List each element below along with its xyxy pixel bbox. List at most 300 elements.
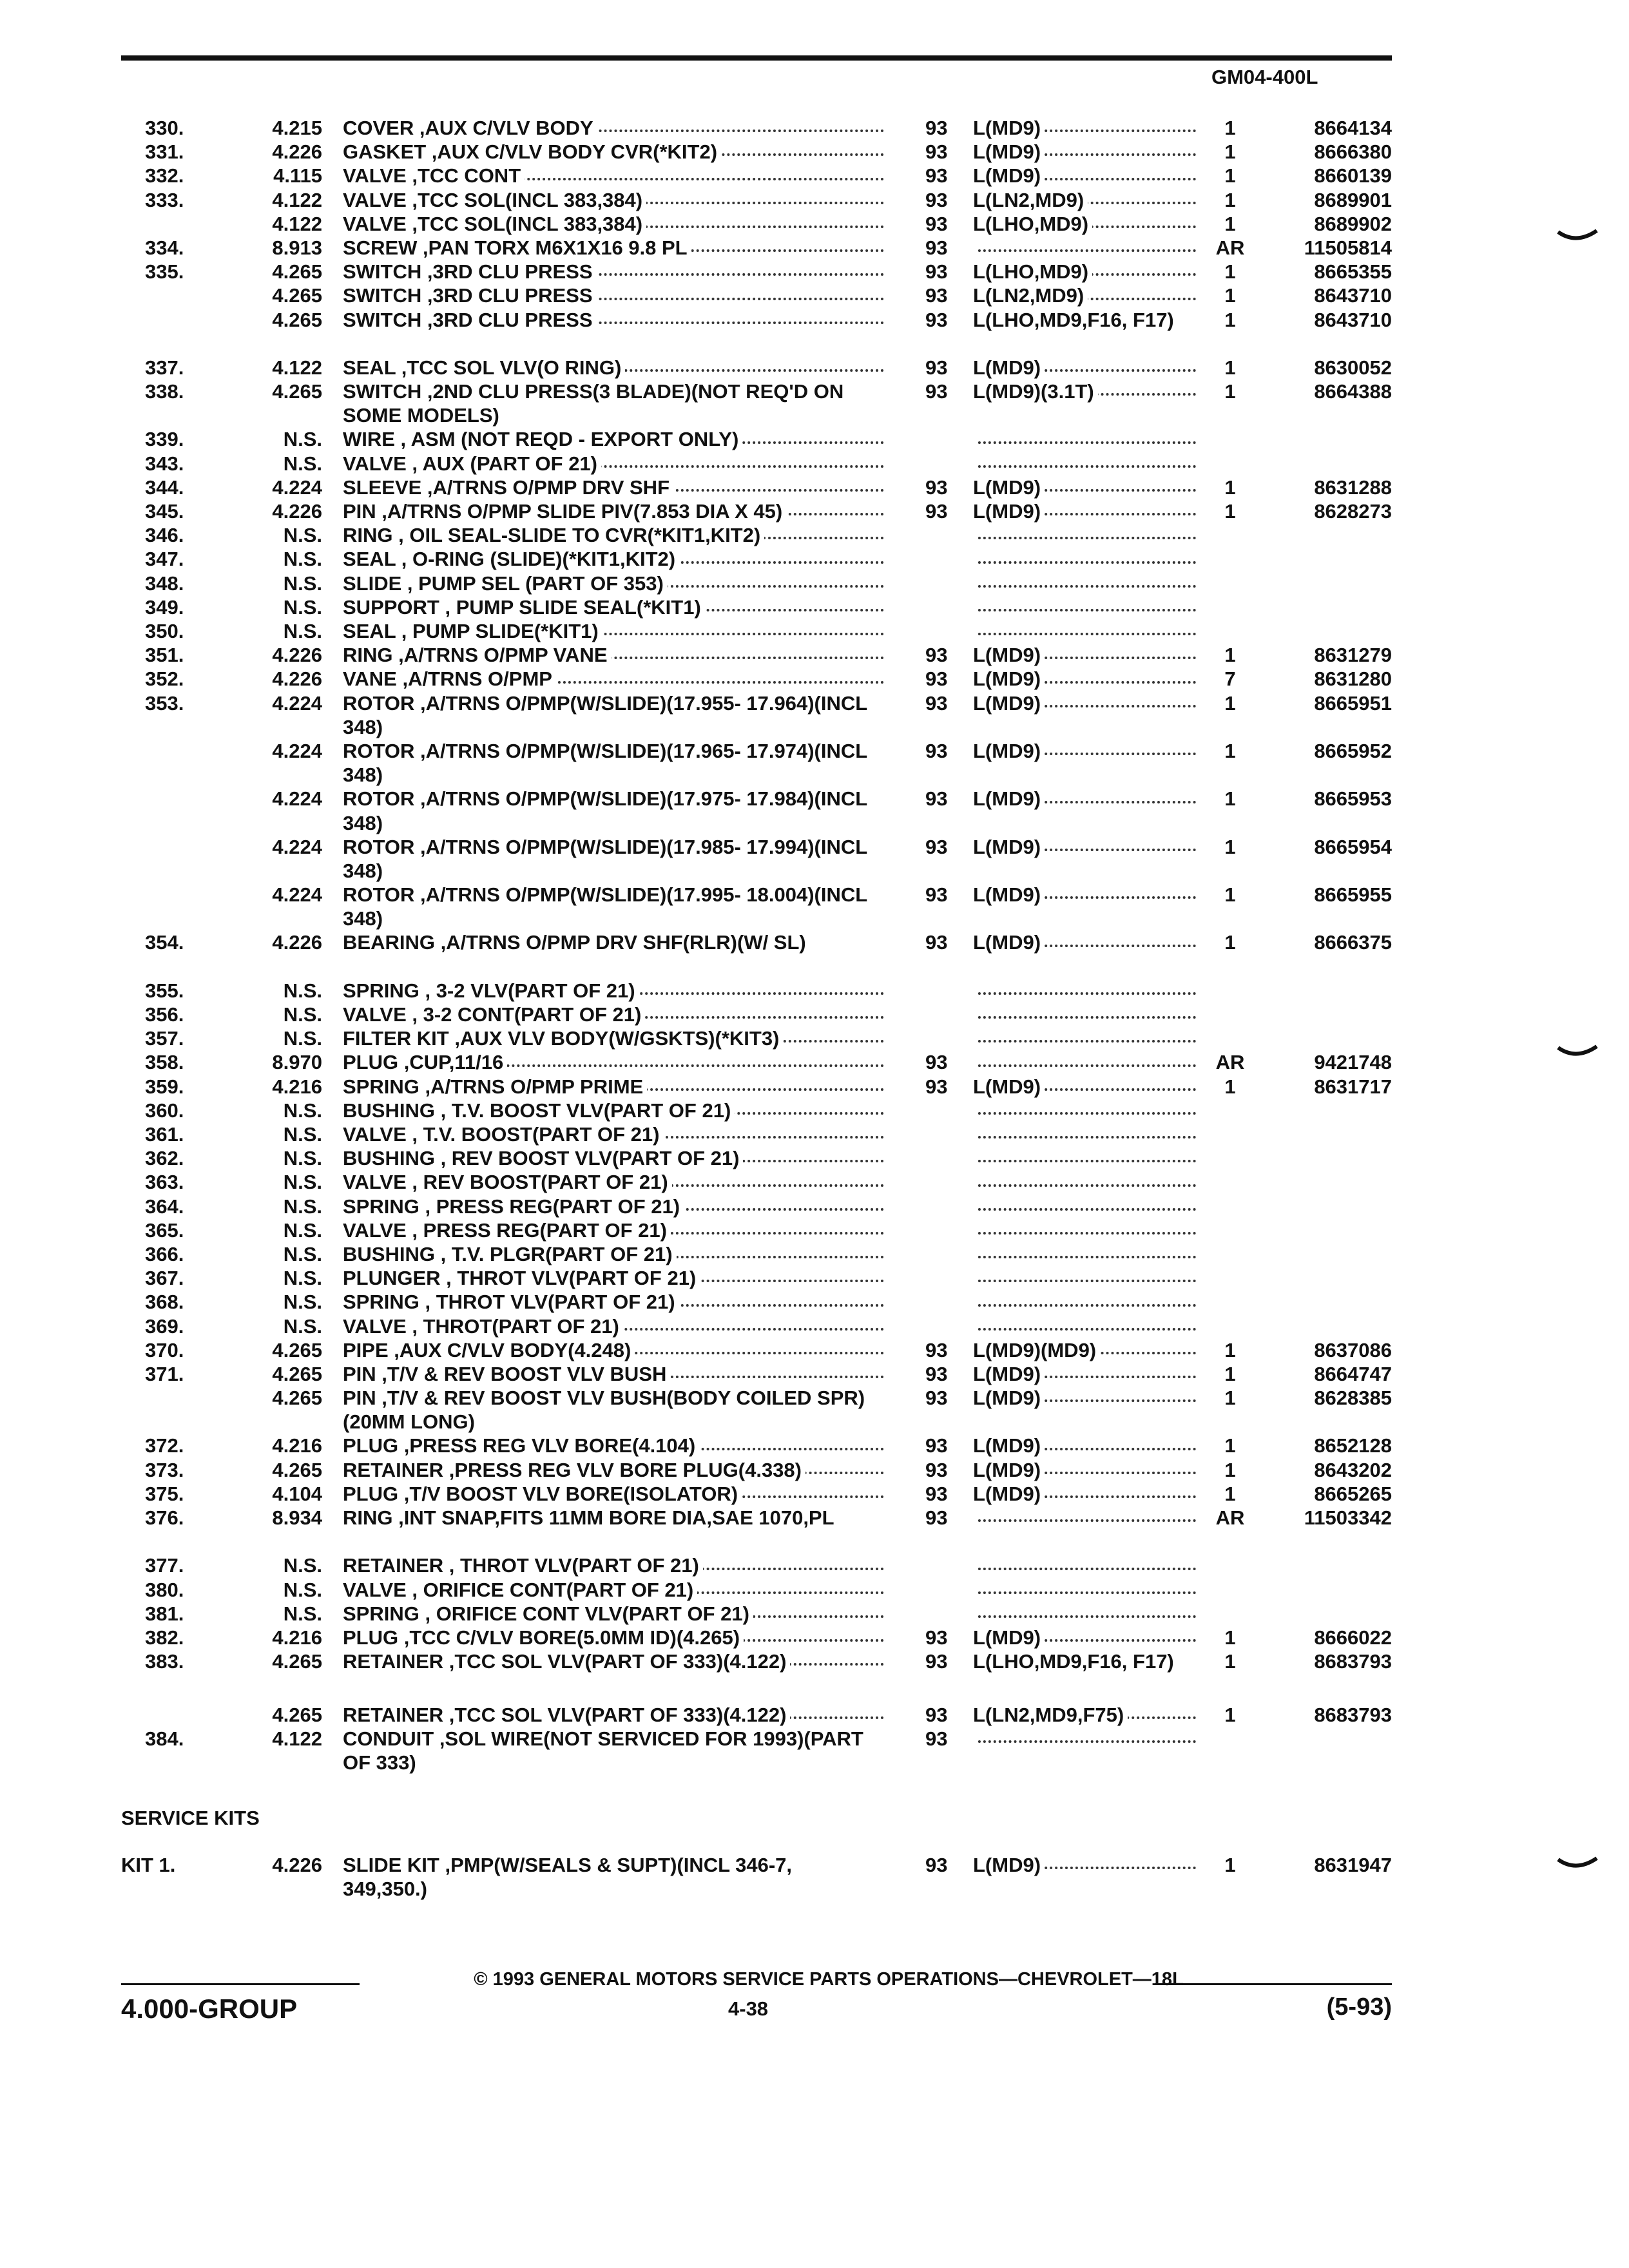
usage-text bbox=[973, 1554, 977, 1577]
table-row bbox=[0, 1242, 1629, 1266]
usage-text: L(LN2,MD9) bbox=[973, 284, 1088, 307]
ref-number: 338. bbox=[145, 380, 184, 403]
usage-text bbox=[973, 1267, 977, 1289]
table-row bbox=[0, 1386, 1629, 1434]
part-number: 8664747 bbox=[1314, 1362, 1392, 1385]
group-number: N.S. bbox=[283, 1099, 322, 1122]
description bbox=[343, 116, 884, 140]
ref-number: 334. bbox=[145, 236, 184, 259]
description-text: PLUNGER , THROT VLV(PART OF 21) bbox=[343, 1267, 700, 1289]
ref-number: 355. bbox=[145, 979, 184, 1002]
description-text: SEAL ,TCC SOL VLV(O RING) bbox=[343, 356, 625, 379]
group-number: 4.215 bbox=[272, 117, 322, 139]
model-year: 93 bbox=[925, 1626, 948, 1649]
catalog-code: GM04-400L bbox=[1211, 66, 1318, 88]
description bbox=[343, 595, 884, 619]
group-number: 8.934 bbox=[272, 1506, 322, 1530]
description-text: VALVE , THROT(PART OF 21) bbox=[343, 1315, 623, 1338]
description-text: SLEEVE ,A/TRNS O/PMP DRV SHF bbox=[343, 476, 673, 499]
group-number: 4.265 bbox=[272, 1703, 322, 1726]
margin-check-mark bbox=[1557, 1856, 1598, 1871]
group-number: N.S. bbox=[283, 1027, 322, 1050]
description bbox=[343, 1122, 884, 1146]
description-text: RING ,INT SNAP,FITS 11MM BORE DIA,SAE 1070,PL bbox=[343, 1506, 838, 1529]
group-number: N.S. bbox=[283, 595, 322, 619]
ref-number: 369. bbox=[145, 1314, 184, 1338]
usage-text bbox=[973, 1195, 977, 1218]
usage bbox=[973, 1506, 1200, 1530]
part-number: 8643202 bbox=[1314, 1458, 1392, 1481]
group-number: 4.226 bbox=[272, 1854, 322, 1876]
ref-number: 337. bbox=[145, 356, 184, 379]
ref-number: 357. bbox=[145, 1027, 184, 1050]
description bbox=[343, 284, 884, 307]
group-number: N.S. bbox=[283, 1123, 322, 1146]
description-text: SPRING , ORIFICE CONT VLV(PART OF 21) bbox=[343, 1602, 753, 1625]
description bbox=[343, 1362, 884, 1386]
quantity: 1 bbox=[1224, 931, 1236, 954]
usage bbox=[973, 499, 1200, 523]
usage bbox=[973, 835, 1200, 859]
footer-copyright: © 1993 GENERAL MOTORS SERVICE PARTS OPERATIONS—CHEVROLET—18L bbox=[474, 1969, 1184, 1990]
group-number: N.S. bbox=[283, 1218, 322, 1242]
usage bbox=[973, 787, 1200, 811]
ref-number: 376. bbox=[145, 1506, 184, 1530]
usage bbox=[973, 476, 1200, 499]
table-row bbox=[0, 787, 1629, 834]
usage bbox=[973, 1434, 1200, 1457]
part-number: 8666375 bbox=[1314, 931, 1392, 954]
ref-number: 364. bbox=[145, 1195, 184, 1218]
part-number: 8683793 bbox=[1314, 1703, 1392, 1726]
usage bbox=[973, 667, 1200, 691]
description bbox=[343, 1314, 884, 1338]
usage bbox=[973, 1290, 1200, 1314]
description-text: SCREW ,PAN TORX M6X1X16 9.8 PL bbox=[343, 236, 691, 259]
group-number: 4.224 bbox=[272, 787, 322, 811]
usage bbox=[973, 523, 1200, 547]
usage bbox=[973, 1386, 1200, 1410]
usage bbox=[973, 691, 1200, 715]
description-text: SPRING , 3-2 VLV(PART OF 21) bbox=[343, 979, 639, 1002]
ref-number: 371. bbox=[145, 1362, 184, 1385]
usage bbox=[973, 1003, 1200, 1026]
description bbox=[343, 1050, 884, 1074]
ref-number: 343. bbox=[145, 452, 184, 475]
group-number: N.S. bbox=[283, 1195, 322, 1218]
description bbox=[343, 1170, 884, 1194]
description bbox=[343, 452, 884, 476]
part-number: 8666380 bbox=[1314, 140, 1392, 164]
usage-text: L(LN2,MD9) bbox=[973, 189, 1088, 211]
usage bbox=[973, 1218, 1200, 1242]
quantity: 1 bbox=[1224, 260, 1236, 284]
description bbox=[343, 1482, 884, 1506]
description bbox=[343, 1266, 884, 1290]
table-row bbox=[0, 1026, 1629, 1050]
model-year: 93 bbox=[925, 284, 948, 307]
description-text: SWITCH ,3RD CLU PRESS bbox=[343, 284, 597, 307]
description bbox=[343, 1290, 884, 1314]
table-row bbox=[0, 1218, 1629, 1242]
table-row bbox=[0, 308, 1629, 356]
usage-text bbox=[973, 428, 977, 450]
table-row bbox=[0, 1578, 1629, 1602]
part-number: 8664134 bbox=[1314, 117, 1392, 139]
table-row bbox=[0, 260, 1629, 284]
description-text: PIN ,A/TRNS O/PMP SLIDE PIV(7.853 DIA X 45) bbox=[343, 500, 786, 523]
usage bbox=[973, 356, 1200, 380]
ref-number: 353. bbox=[145, 691, 184, 715]
description bbox=[343, 883, 884, 930]
group-number: N.S. bbox=[283, 452, 322, 475]
table-row bbox=[0, 1003, 1629, 1026]
table-row bbox=[0, 380, 1629, 427]
group-number: N.S. bbox=[283, 1147, 322, 1170]
description bbox=[343, 1506, 884, 1530]
table-row bbox=[0, 1434, 1629, 1457]
description bbox=[343, 1703, 884, 1727]
quantity: 1 bbox=[1224, 691, 1236, 715]
group-number: 4.122 bbox=[272, 1727, 322, 1750]
usage bbox=[973, 1626, 1200, 1649]
ref-number: 381. bbox=[145, 1602, 184, 1625]
group-number: 8.913 bbox=[272, 236, 322, 259]
usage-text bbox=[973, 1291, 977, 1313]
part-number: 9421748 bbox=[1314, 1051, 1392, 1074]
description bbox=[343, 1195, 884, 1218]
usage bbox=[973, 1026, 1200, 1050]
description-text: PIPE ,AUX C/VLV BODY(4.248) bbox=[343, 1339, 635, 1361]
part-number: 11503342 bbox=[1304, 1506, 1392, 1530]
parts-list bbox=[0, 116, 1629, 1774]
model-year: 93 bbox=[925, 380, 948, 403]
description-text: RING ,A/TRNS O/PMP VANE bbox=[343, 644, 612, 666]
ref-number: 380. bbox=[145, 1578, 184, 1601]
table-row bbox=[0, 1099, 1629, 1122]
part-number: 8631279 bbox=[1314, 644, 1392, 667]
quantity: 1 bbox=[1224, 1458, 1236, 1481]
description-text: VALVE ,TCC SOL(INCL 383,384) bbox=[343, 189, 646, 211]
model-year: 93 bbox=[925, 1338, 948, 1361]
group-number: 4.226 bbox=[272, 140, 322, 164]
group-number: 4.104 bbox=[272, 1482, 322, 1505]
model-year: 93 bbox=[925, 1075, 948, 1098]
usage-text bbox=[973, 524, 977, 546]
group-number: 4.224 bbox=[272, 739, 322, 762]
usage bbox=[973, 1703, 1200, 1727]
usage-text: L(MD9) bbox=[973, 787, 1045, 810]
description bbox=[343, 930, 884, 954]
usage bbox=[973, 452, 1200, 476]
usage bbox=[973, 1122, 1200, 1146]
quantity: 1 bbox=[1224, 1626, 1236, 1649]
quantity: 1 bbox=[1224, 1362, 1236, 1385]
ref-number: 331. bbox=[145, 140, 184, 164]
description bbox=[343, 1218, 884, 1242]
footer-rule-left bbox=[121, 1983, 360, 1985]
table-row bbox=[0, 1050, 1629, 1074]
ref-number: 359. bbox=[145, 1075, 184, 1098]
description bbox=[343, 1626, 884, 1649]
group-number: N.S. bbox=[283, 619, 322, 642]
table-row bbox=[0, 1602, 1629, 1626]
description bbox=[343, 1338, 884, 1362]
part-number: 8652128 bbox=[1314, 1434, 1392, 1457]
group-number: 4.226 bbox=[272, 644, 322, 667]
footer-group: 4.000-GROUP bbox=[121, 1994, 298, 2024]
description bbox=[343, 380, 884, 427]
description-text: VALVE , REV BOOST(PART OF 21) bbox=[343, 1171, 672, 1193]
usage bbox=[973, 308, 1200, 332]
table-row bbox=[0, 1553, 1629, 1577]
usage bbox=[973, 188, 1200, 212]
description-text: VALVE ,TCC CONT bbox=[343, 164, 525, 187]
table-row bbox=[0, 1338, 1629, 1362]
description-text: PLUG ,PRESS REG VLV BORE(4.104) bbox=[343, 1434, 699, 1457]
usage-text: L(LHO,MD9) bbox=[973, 260, 1092, 283]
usage bbox=[973, 260, 1200, 284]
table-row bbox=[0, 547, 1629, 571]
table-row bbox=[0, 1727, 1629, 1774]
quantity: 1 bbox=[1224, 1338, 1236, 1361]
usage-text bbox=[973, 1003, 977, 1026]
description bbox=[343, 1003, 884, 1026]
kit-label: KIT 1. bbox=[121, 1854, 176, 1876]
quantity: 1 bbox=[1224, 1703, 1236, 1726]
part-number: 8631947 bbox=[1314, 1854, 1392, 1876]
usage bbox=[973, 1649, 1200, 1673]
description-text: ROTOR ,A/TRNS O/PMP(W/SLIDE)(17.965- 17.974)(INCL 348) bbox=[343, 739, 868, 787]
part-number: 8689902 bbox=[1314, 212, 1392, 235]
ref-number: 344. bbox=[145, 476, 184, 499]
description bbox=[343, 140, 884, 164]
description bbox=[343, 835, 884, 883]
ref-number: 352. bbox=[145, 668, 184, 691]
description bbox=[343, 1578, 884, 1602]
model-year: 93 bbox=[925, 931, 948, 954]
group-number: 8.970 bbox=[272, 1051, 322, 1074]
description bbox=[343, 979, 884, 1003]
group-number: N.S. bbox=[283, 1291, 322, 1314]
usage-text: L(MD9) bbox=[973, 1854, 1045, 1876]
table-row bbox=[0, 476, 1629, 499]
group-number: 4.224 bbox=[272, 691, 322, 715]
group-number: N.S. bbox=[283, 1578, 322, 1601]
usage bbox=[973, 1727, 1200, 1751]
group-number: 4.216 bbox=[272, 1626, 322, 1649]
quantity: 1 bbox=[1224, 188, 1236, 211]
ref-number: 354. bbox=[145, 931, 184, 954]
part-number: 8666022 bbox=[1314, 1626, 1392, 1649]
model-year: 93 bbox=[925, 212, 948, 235]
table-row bbox=[0, 1703, 1629, 1727]
usage-text: L(MD9) bbox=[973, 1459, 1045, 1481]
quantity: 1 bbox=[1224, 787, 1236, 811]
ref-number: 368. bbox=[145, 1291, 184, 1314]
usage bbox=[973, 595, 1200, 619]
ref-number: 384. bbox=[145, 1727, 184, 1750]
description bbox=[343, 1458, 884, 1482]
ref-number: 349. bbox=[145, 595, 184, 619]
description-text: VANE ,A/TRNS O/PMP bbox=[343, 668, 556, 690]
quantity: 1 bbox=[1224, 835, 1236, 858]
model-year: 93 bbox=[925, 691, 948, 715]
description bbox=[343, 643, 884, 667]
model-year: 93 bbox=[925, 1362, 948, 1385]
usage bbox=[973, 1266, 1200, 1290]
model-year: 93 bbox=[925, 1703, 948, 1726]
description-text: PIN ,T/V & REV BOOST VLV BUSH(BODY COILED SPR)(20MM LONG) bbox=[343, 1387, 865, 1434]
model-year: 93 bbox=[925, 476, 948, 499]
description-text: VALVE , 3-2 CONT(PART OF 21) bbox=[343, 1003, 645, 1026]
table-row bbox=[0, 667, 1629, 691]
group-number: N.S. bbox=[283, 979, 322, 1002]
model-year: 93 bbox=[925, 668, 948, 691]
usage-text bbox=[973, 1243, 977, 1265]
usage-text: L(MD9) bbox=[973, 164, 1045, 187]
usage-text bbox=[973, 236, 977, 259]
description-text: SPRING , PRESS REG(PART OF 21) bbox=[343, 1195, 684, 1218]
group-number: 4.224 bbox=[272, 835, 322, 858]
ref-number: 356. bbox=[145, 1003, 184, 1026]
group-number: 4.226 bbox=[272, 668, 322, 691]
quantity: 1 bbox=[1224, 500, 1236, 523]
table-row bbox=[0, 452, 1629, 476]
ref-number: 350. bbox=[145, 619, 184, 642]
description-text: BEARING ,A/TRNS O/PMP DRV SHF(RLR)(W/ SL) bbox=[343, 931, 810, 954]
quantity: 1 bbox=[1224, 1650, 1236, 1673]
group-number: N.S. bbox=[283, 1554, 322, 1577]
table-row bbox=[0, 572, 1629, 595]
usage bbox=[973, 1578, 1200, 1602]
usage bbox=[973, 1242, 1200, 1266]
description bbox=[343, 1602, 884, 1626]
part-number: 8665954 bbox=[1314, 835, 1392, 858]
group-number: 4.265 bbox=[272, 308, 322, 331]
group-number: 4.226 bbox=[272, 931, 322, 954]
table-row bbox=[0, 1649, 1629, 1697]
description-text: PIN ,T/V & REV BOOST VLV BUSH bbox=[343, 1363, 670, 1385]
margin-check-mark bbox=[1557, 228, 1598, 244]
usage-text: L(LHO,MD9) bbox=[973, 213, 1092, 235]
ref-number: 348. bbox=[145, 572, 184, 595]
description bbox=[343, 1099, 884, 1122]
ref-number: 335. bbox=[145, 260, 184, 284]
usage bbox=[973, 643, 1200, 667]
group-number: 4.122 bbox=[272, 356, 322, 379]
part-number: 8631717 bbox=[1314, 1075, 1392, 1098]
usage-text bbox=[973, 1602, 977, 1625]
description bbox=[343, 1553, 884, 1577]
usage bbox=[973, 1099, 1200, 1122]
usage bbox=[973, 1458, 1200, 1482]
footer-date: (5-93) bbox=[1326, 1994, 1392, 2021]
description-text: VALVE , AUX (PART OF 21) bbox=[343, 452, 601, 475]
description-text: GASKET ,AUX C/VLV BODY CVR(*KIT2) bbox=[343, 140, 721, 163]
usage-text: L(MD9) bbox=[973, 644, 1045, 666]
description-text: SLIDE KIT ,PMP(W/SEALS & SUPT)(INCL 346-7, 349,350.) bbox=[343, 1854, 793, 1901]
table-row bbox=[0, 427, 1629, 451]
table-row bbox=[0, 236, 1629, 260]
model-year: 93 bbox=[925, 140, 948, 164]
usage-text: L(MD9) bbox=[973, 1387, 1045, 1409]
group-number: 4.265 bbox=[272, 260, 322, 284]
description bbox=[343, 1075, 884, 1099]
model-year: 93 bbox=[925, 739, 948, 762]
group-number: N.S. bbox=[283, 428, 322, 451]
description-text: PLUG ,TCC C/VLV BORE(5.0MM ID)(4.265) bbox=[343, 1626, 744, 1649]
description-text: SWITCH ,3RD CLU PRESS bbox=[343, 260, 597, 283]
model-year: 93 bbox=[925, 1387, 948, 1410]
description bbox=[343, 1242, 884, 1266]
part-number: 8665355 bbox=[1314, 260, 1392, 284]
usage-text: L(MD9) bbox=[973, 117, 1045, 139]
description bbox=[343, 476, 884, 499]
description bbox=[343, 164, 884, 187]
group-number: 4.224 bbox=[272, 476, 322, 499]
part-number: 8637086 bbox=[1314, 1338, 1392, 1361]
description-text: SPRING ,A/TRNS O/PMP PRIME bbox=[343, 1075, 647, 1098]
description bbox=[343, 1386, 884, 1434]
table-row bbox=[0, 1290, 1629, 1314]
ref-number: 375. bbox=[145, 1482, 184, 1505]
group-number: 4.122 bbox=[272, 188, 322, 211]
usage bbox=[973, 116, 1200, 140]
usage-text bbox=[973, 1027, 977, 1050]
ref-number: 347. bbox=[145, 548, 184, 571]
description-text: PLUG ,T/V BOOST VLV BORE(ISOLATOR) bbox=[343, 1483, 742, 1505]
description-text: FILTER KIT ,AUX VLV BODY(W/GSKTS)(*KIT3) bbox=[343, 1027, 783, 1050]
usage-text: L(MD9)(3.1T) bbox=[973, 380, 1098, 403]
ref-number: 370. bbox=[145, 1338, 184, 1361]
table-row bbox=[0, 835, 1629, 883]
description-text: SWITCH ,2ND CLU PRESS(3 BLADE)(NOT REQ'D ON SOME MODELS) bbox=[343, 380, 844, 427]
table-row bbox=[0, 1170, 1629, 1194]
quantity: 1 bbox=[1224, 140, 1236, 164]
model-year: 93 bbox=[925, 883, 948, 907]
description-text: CONDUIT ,SOL WIRE(NOT SERVICED FOR 1993)(PART OF 333) bbox=[343, 1727, 863, 1774]
ref-number: 362. bbox=[145, 1147, 184, 1170]
quantity: 1 bbox=[1224, 117, 1236, 139]
description bbox=[343, 1727, 884, 1774]
part-number: 8660139 bbox=[1314, 164, 1392, 187]
model-year: 93 bbox=[925, 1458, 948, 1481]
table-row bbox=[0, 739, 1629, 787]
quantity: 1 bbox=[1224, 212, 1236, 235]
model-year: 93 bbox=[925, 260, 948, 284]
usage-text: L(MD9) bbox=[973, 668, 1045, 690]
model-year: 93 bbox=[925, 308, 948, 331]
usage-text: L(MD9) bbox=[973, 1434, 1045, 1457]
description bbox=[343, 260, 884, 284]
quantity: 1 bbox=[1224, 476, 1236, 499]
table-row bbox=[0, 979, 1629, 1003]
table-row bbox=[0, 284, 1629, 307]
quantity: 1 bbox=[1224, 380, 1236, 403]
description bbox=[343, 308, 884, 332]
table-row bbox=[0, 930, 1629, 978]
description-text: SEAL , O-RING (SLIDE)(*KIT1,KIT2) bbox=[343, 548, 679, 570]
usage bbox=[973, 284, 1200, 307]
description-text: BUSHING , T.V. PLGR(PART OF 21) bbox=[343, 1243, 677, 1265]
usage-text: L(LN2,MD9,F75) bbox=[973, 1704, 1128, 1726]
group-number: 4.265 bbox=[272, 1650, 322, 1673]
description-text: SPRING , THROT VLV(PART OF 21) bbox=[343, 1291, 679, 1313]
description bbox=[343, 691, 884, 739]
usage-text: L(MD9) bbox=[973, 692, 1045, 715]
model-year: 93 bbox=[925, 117, 948, 139]
